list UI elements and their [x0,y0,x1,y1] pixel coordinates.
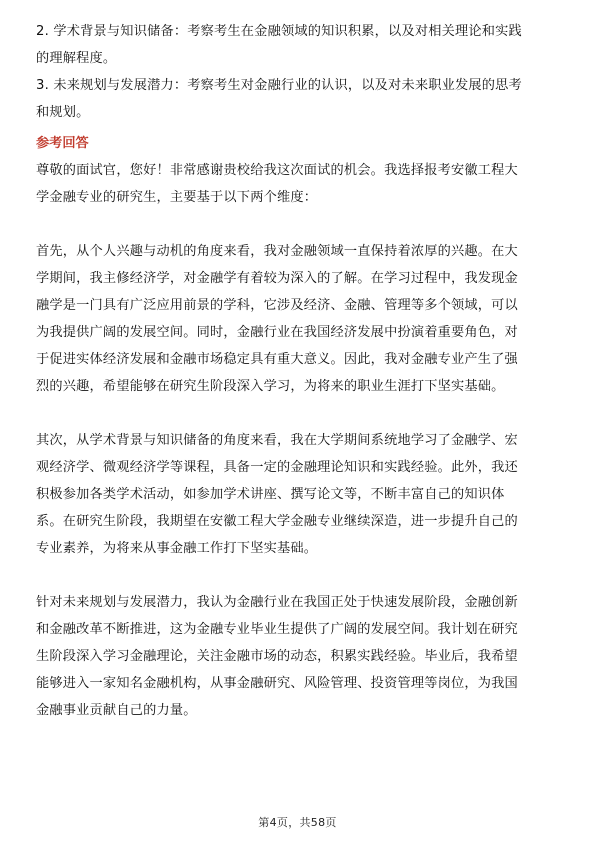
paragraph-background [36,427,560,562]
paragraph-line: 积极参加各类学术活动，如参加学术讲座、撰写论文等，不断丰富自己的知识体 [36,487,505,502]
criteria-item-3-line-1: 3. 未来规划与发展潜力：考察考生对金融行业的认识，以及对未来职业发展的思考 [36,78,522,93]
paragraph-line: 和金融改革不断推进，这为金融专业毕业生提供了广阔的发展空间。我计划在研究 [36,622,518,637]
page-footer: 第4页，共58页 [258,816,337,829]
answer-heading: 参考回答 [36,136,89,151]
paragraph-line: 系。在研究生阶段，我期望在安徽工程大学金融专业继续深造，进一步提升自己的 [36,514,518,529]
paragraph-line: 能够进入一家知名金融机构，从事金融研究、风险管理、投资管理等岗位，为我国 [36,676,518,691]
criteria-item-3-line-2: 和规划。 [36,105,90,120]
intro-line-1: 尊敬的面试官，您好！非常感谢贵校给我这次面试的机会。我选择报考安徽工程大 [36,163,518,178]
paragraph-line: 学期间，我主修经济学，对金融学有着较为深入的了解。在学习过程中，我发现金 [36,271,518,286]
criteria-item-3 [36,72,560,126]
criteria-item-2 [36,18,560,72]
paragraph-line: 首先，从个人兴趣与动机的角度来看，我对金融领域一直保持着浓厚的兴趣。在大 [36,244,518,259]
document-body [36,18,560,724]
criteria-item-2-line-2: 的理解程度。 [36,51,117,66]
criteria-item-2-line-1: 2. 学术背景与知识储备：考察考生在金融领域的知识积累，以及对相关理论和实践 [36,24,522,39]
paragraph-line: 针对未来规划与发展潜力，我认为金融行业在我国正处于快速发展阶段，金融创新 [36,595,518,610]
paragraph-line: 其次，从学术背景与知识储备的角度来看，我在大学期间系统地学习了金融学、宏 [36,433,518,448]
paragraph-line: 生阶段深入学习金融理论，关注金融市场的动态，积累实践经验。毕业后，我希望 [36,649,518,664]
paragraph-future-plan [36,589,560,724]
intro-line-2: 学金融专业的研究生，主要基于以下两个维度： [36,190,318,205]
paragraph-line: 融学是一门具有广泛应用前景的学科，它涉及经济、金融、管理等多个领域，可以 [36,298,518,313]
paragraph-line: 烈的兴趣，希望能够在研究生阶段深入学习，为将来的职业生涯打下坚实基础。 [36,379,505,394]
paragraph-interest [36,238,560,400]
paragraph-line: 于促进实体经济发展和金融市场稳定具有重大意义。因此，我对金融专业产生了强 [36,352,518,367]
paragraph-line: 为我提供广阔的发展空间。同时，金融行业在我国经济发展中扮演着重要角色，对 [36,325,518,340]
paragraph-line: 专业素养，为将来从事金融工作打下坚实基础。 [36,541,318,556]
paragraph-line: 金融事业贡献自己的力量。 [36,703,197,718]
intro-paragraph [36,157,560,211]
paragraph-line: 观经济学、微观经济学等课程，具备一定的金融理论知识和实践经验。此外，我还 [36,460,518,475]
